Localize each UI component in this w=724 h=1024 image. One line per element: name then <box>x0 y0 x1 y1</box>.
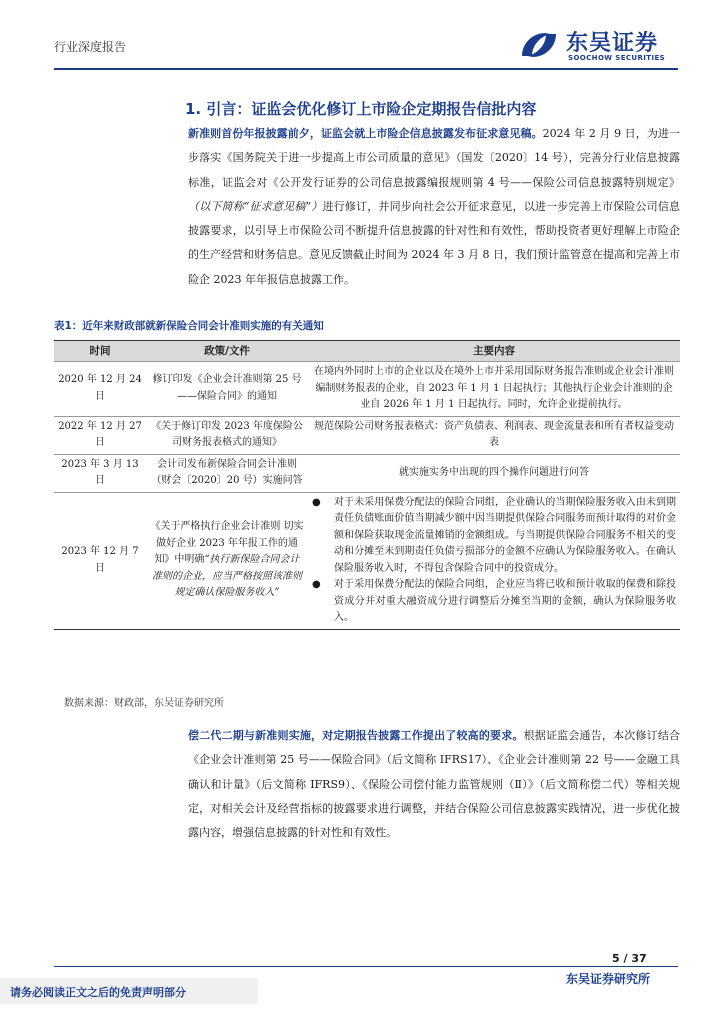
cell-time: 2023 年 3 月 13 日 <box>54 454 146 492</box>
cell-policy: 《关于修订印发 2023 年度保险公司财务报表格式的通知》 <box>146 416 308 454</box>
content-bullet-list <box>312 495 676 627</box>
cell-time: 2023 年 12 月 7 日 <box>54 492 146 629</box>
table-row <box>54 492 680 629</box>
intro-lead: 新准则首份年报披露前夕，证监会就上市险企信息披露发布征求意见稿。 <box>188 127 543 140</box>
list-item: ● 对于未采用保费分配法的保险合同组，企业确认的当期保险服务收入由未到期责任负债账面价值当期减少额中因当期提供保险合同服务而预计取得的对价金额和保险获取现金流量摊销的金额组成。与当期提供保险合同服务不相关的变动和分摊至未到期责任负债亏损部分的金额不应确认为保险服务收入。在确认保险服务收入时，不得包含保险合同中的投资成分。 <box>312 495 676 578</box>
intro-italic: （以下简称“征求意见稿”） <box>188 199 323 213</box>
company-logo <box>518 26 678 66</box>
cell-policy: 修订印发《企业会计准则第 25 号——保险合同》的通知 <box>146 362 308 417</box>
intro-body-2: 进行修订，并同步向社会公开征求意见，以进一步完善上市保险公司信息披露要求，以引导上市保险公司不断提升信息披露的针对性和有效性，帮助投资者更好理解上市险企的生产经营和财务信息。意见反馈截止时间为 2024 年 3 月 8 日，我们预计监管意在提高和完善上市险企 2023 年年报信息披露工作。 <box>188 199 681 286</box>
table-header-row <box>54 341 680 362</box>
footer-organization: 东吴证券研究所 <box>566 972 651 986</box>
footer-disclaimer-text: 请务必阅读正文之后的免责声明部分 <box>10 986 186 999</box>
cell-policy <box>146 492 308 629</box>
table-source: 数据来源：财政部，东吴证券研究所 <box>64 698 224 709</box>
section-title: 1. 引言：证监会优化修订上市险企定期报告信批内容 <box>185 100 537 118</box>
second-lead: 偿二代二期与新准则实施，对定期报告披露工作提出了较高的要求。 <box>188 729 524 742</box>
col-header-policy: 政策/文件 <box>146 341 308 362</box>
footer-divider <box>54 966 678 967</box>
cell-policy-italic: “执行新保险合同会计准则的企业，应当严格按照该准则规定确认保险服务收入” <box>152 554 302 599</box>
policy-table <box>54 340 680 630</box>
cell-time: 2022 年 12 月 27 日 <box>54 416 146 454</box>
footer-disclaimer-box <box>0 978 258 1004</box>
logo-mark-icon <box>518 26 560 64</box>
cell-content: 在境内外同时上市的企业以及在境外上市并采用国际财务报告准则或企业会计准则编制财务报表的企业，自 2023 年 1 月 1 日起执行；其他执行企业会计准则的企业自 2026 年 1 月 1 日起执行。同时，允许企业提前执行。 <box>308 362 680 417</box>
col-header-time: 时间 <box>54 341 146 362</box>
table-caption: 表1：近年来财政部就新保险合同会计准则实施的有关通知 <box>54 320 324 332</box>
second-paragraph <box>188 724 680 845</box>
cell-policy-normal: 《关于严格执行企业会计准则 切实做好企业 2023 年年报工作的通知》中明确 <box>150 521 304 566</box>
logo-english-name: SOOCHOW SECURITIES <box>568 54 666 62</box>
cell-time: 2020 年 12 月 24 日 <box>54 362 146 417</box>
logo-chinese-name: 东吴证券 <box>566 31 659 56</box>
cell-content: 就实施实务中出现的四个操作问题进行问答 <box>308 454 680 492</box>
table-row <box>54 416 680 454</box>
cell-content: 规范保险公司财务报表格式：资产负债表、利润表、现金流量表和所有者权益变动表 <box>308 416 680 454</box>
header-divider <box>54 68 678 70</box>
second-body: 根据证监会通告，本次修订结合《企业会计准则第 25 号——保险合同》（后文简称 IFRS17）、《企业会计准则第 22 号——金融工具确认和计量》（后文简称 IFRS9）、《保险公司偿付能力监管规则（Ⅱ）》（后文简称偿二代）等相关规定，对相关会计及经营指标的披露要求进行调整，并结合保险公司信息披露实践情况，进一步优化披露内容，增强信息披露的针对性和有效性。 <box>188 729 681 840</box>
cell-content <box>308 492 680 629</box>
page-number: 5 / 37 <box>612 952 647 965</box>
cell-policy: 会计司发布新保险合同会计准则（财会〔2020〕20 号）实施问答 <box>146 454 308 492</box>
intro-body-1: 2024 年 2 月 9 日，为进一步落实《国务院关于进一步提高上市公司质量的意见》（国发〔2020〕14 号），完善分行业信息披露标准，证监会对《公开发行证券的公司信息披露编报规则第 4 号——保险公司信息披露特别规定》 <box>188 127 680 189</box>
table-row <box>54 362 680 417</box>
col-header-content: 主要内容 <box>308 341 680 362</box>
list-item: ● 对于采用保费分配法的保险合同组，企业应当将已收和预计收取的保费和除投资成分并对重大融资成分进行调整后分摊至当期的金额，确认为保险服务收入。 <box>312 577 676 627</box>
intro-paragraph <box>188 122 680 292</box>
table-row <box>54 454 680 492</box>
report-category: 行业深度报告 <box>54 40 127 54</box>
